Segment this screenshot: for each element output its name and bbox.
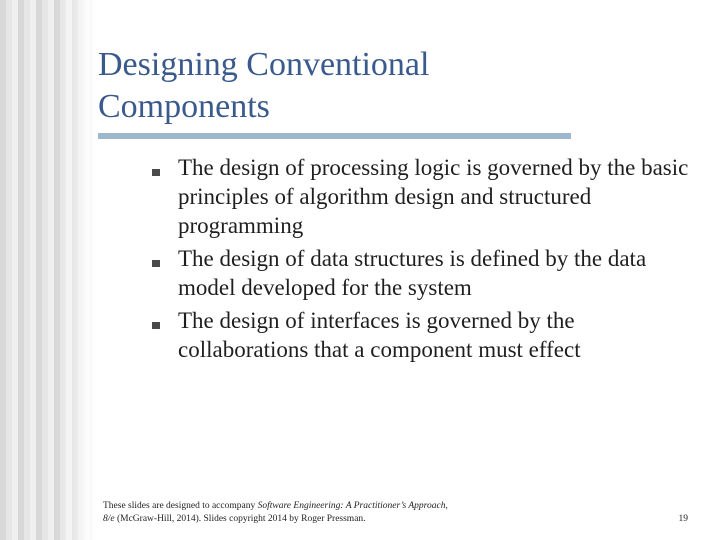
bullet-item-processing-logic — [150, 153, 695, 240]
footer-copyright: (McGraw-Hill, 2014). Slides copyright 2014 by Roger Pressman. — [114, 513, 366, 524]
stripes-fade-decoration — [60, 0, 96, 540]
title-line-2: Components — [98, 88, 270, 125]
footer-edition: 8/e — [103, 513, 115, 524]
footer-prefix: These slides are designed to accompany — [103, 501, 258, 511]
footer-line-2 — [103, 513, 573, 526]
slide-footer — [103, 500, 573, 525]
title-underline-rule — [98, 133, 571, 139]
bullet-item-data-structures — [150, 244, 695, 302]
square-bullet-icon — [152, 169, 160, 176]
footer-line-1 — [103, 500, 573, 513]
title-line-1: Designing Conventional — [98, 46, 430, 83]
slide-title — [98, 44, 658, 128]
slide-number: 19 — [678, 514, 688, 524]
bullet-text-data-structures: The design of data structures is defined by the data model developed for the system — [178, 246, 647, 300]
bullet-list — [150, 153, 695, 368]
bullet-text-processing-logic: The design of processing logic is governed by the basic principles of algorithm design and structured programming — [178, 155, 689, 238]
bullet-text-interfaces: The design of interfaces is governed by the collaborations that a component must effect — [178, 308, 581, 362]
square-bullet-icon — [152, 322, 160, 329]
square-bullet-icon — [152, 260, 160, 267]
footer-book-title: Software Engineering: A Practitioner’s Approach, — [257, 501, 448, 511]
bullet-item-interfaces — [150, 306, 695, 364]
